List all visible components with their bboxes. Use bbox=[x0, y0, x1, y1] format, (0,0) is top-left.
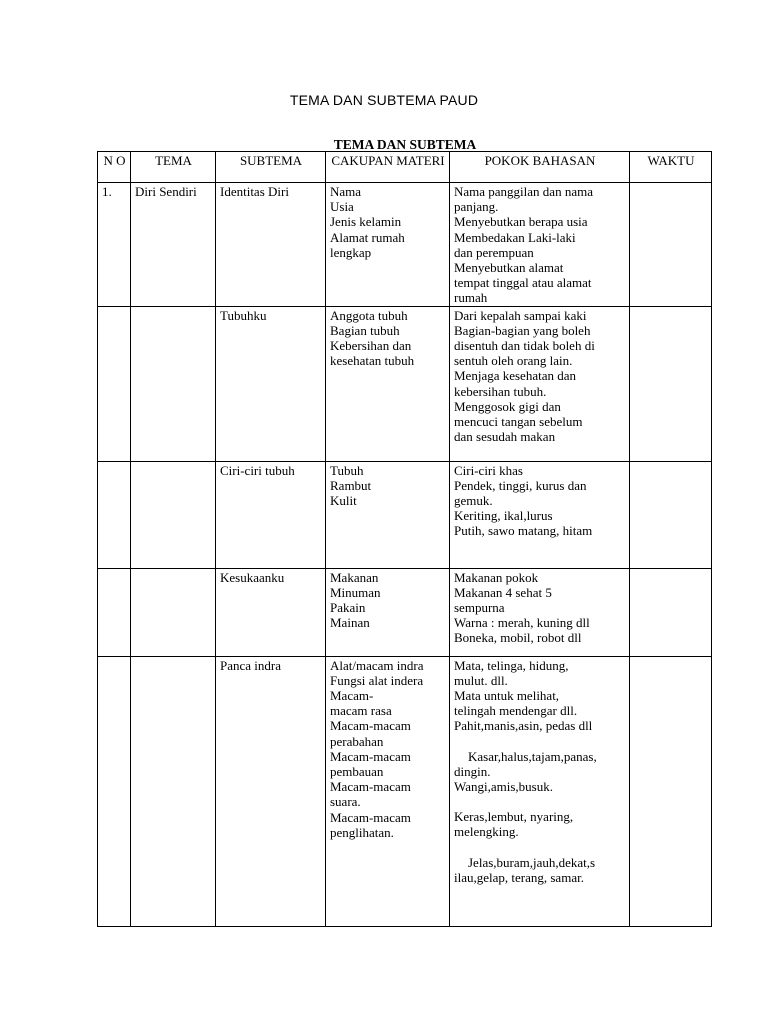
cell-cakupan-materi bbox=[326, 568, 450, 656]
cakupan-line: Tubuh bbox=[330, 462, 364, 478]
pokok-line: Mata, telinga, hidung, bbox=[454, 657, 569, 673]
cell-subtema: Kesukaanku bbox=[216, 568, 326, 656]
cell-cakupan-materi bbox=[326, 183, 450, 307]
cakupan-line: Macam- bbox=[330, 688, 374, 704]
cakupan-line: macam rasa bbox=[330, 703, 392, 719]
cell-subtema: Tubuhku bbox=[216, 306, 326, 461]
cakupan-line: Macam-macam bbox=[330, 809, 411, 825]
pokok-line: mulut. dll. bbox=[454, 672, 508, 688]
pokok-line: mencuci tangan sebelum bbox=[454, 414, 583, 430]
cell-no bbox=[98, 306, 131, 461]
cell-no bbox=[98, 656, 131, 926]
pokok-line: Menggosok gigi dan bbox=[454, 398, 561, 414]
pokok-line: Makanan 4 sehat 5 bbox=[454, 584, 552, 600]
pokok-line: sempurna bbox=[454, 600, 505, 616]
cakupan-line: Pakain bbox=[330, 600, 366, 616]
table-row bbox=[98, 656, 712, 926]
table-row bbox=[98, 183, 712, 307]
cell-pokok-bahasan bbox=[450, 461, 630, 568]
cakupan-line: kesehatan tubuh bbox=[330, 353, 415, 369]
table-header-row bbox=[98, 152, 712, 183]
pokok-line: Dari kepalah sampai kaki bbox=[454, 307, 587, 323]
pokok-line: melengking. bbox=[454, 824, 519, 840]
cakupan-line: pembauan bbox=[330, 764, 384, 780]
cell-subtema: Ciri-ciri tubuh bbox=[216, 461, 326, 568]
cell-no bbox=[98, 461, 131, 568]
cell-subtema: Panca indra bbox=[216, 656, 326, 926]
cell-no bbox=[98, 568, 131, 656]
pokok-line: gemuk. bbox=[454, 493, 493, 509]
cakupan-line: Minuman bbox=[330, 584, 381, 600]
pokok-line: panjang. bbox=[454, 199, 499, 215]
table-row bbox=[98, 306, 712, 461]
cakupan-line: Macam-macam bbox=[330, 748, 411, 764]
cakupan-line: Mainan bbox=[330, 615, 370, 631]
pokok-line: Keriting, ikal,lurus bbox=[454, 508, 553, 524]
cakupan-line: Rambut bbox=[330, 477, 372, 493]
pokok-line: Pahit,manis,asin, pedas dll bbox=[454, 718, 593, 734]
pokok-line: Keras,lembut, nyaring, bbox=[454, 809, 574, 825]
pokok-line: Putih, sawo matang, hitam bbox=[454, 523, 593, 539]
header-waktu: WAKTU bbox=[630, 152, 712, 183]
table-row bbox=[98, 461, 712, 568]
header-cakupan-materi: CAKUPAN MATERI bbox=[326, 152, 450, 183]
header-tema: TEMA bbox=[131, 152, 216, 183]
cell-no: 1. bbox=[98, 183, 131, 307]
pokok-line: Warna : merah, kuning dll bbox=[454, 615, 590, 631]
cakupan-line: Kulit bbox=[330, 493, 357, 509]
cell-cakupan-materi bbox=[326, 306, 450, 461]
cell-cakupan-materi bbox=[326, 461, 450, 568]
cakupan-line: Jenis kelamin bbox=[330, 214, 402, 230]
pokok-line: Menyebutkan alamat bbox=[454, 260, 564, 276]
cakupan-line: Macam-macam bbox=[330, 718, 411, 734]
cakupan-line: Usia bbox=[330, 199, 354, 215]
cakupan-line: Makanan bbox=[330, 569, 379, 585]
pokok-line: dan sesudah makan bbox=[454, 429, 556, 445]
cell-waktu bbox=[630, 183, 712, 307]
pokok-line: Wangi,amis,busuk. bbox=[454, 779, 553, 795]
pokok-line: Bagian-bagian yang boleh bbox=[454, 322, 591, 338]
pokok-line: Pendek, tinggi, kurus dan bbox=[454, 477, 587, 493]
cell-waktu bbox=[630, 461, 712, 568]
pokok-line: telingah mendengar dll. bbox=[454, 703, 578, 719]
pokok-line: Kasar,halus,tajam,panas, bbox=[468, 748, 597, 764]
cell-tema bbox=[131, 656, 216, 926]
pokok-line: Membedakan Laki-laki bbox=[454, 229, 576, 245]
cell-pokok-bahasan bbox=[450, 183, 630, 307]
pokok-line: Nama panggilan dan nama bbox=[454, 184, 593, 199]
cakupan-line: penglihatan. bbox=[330, 824, 394, 840]
cakupan-line: Kebersihan dan bbox=[330, 338, 412, 354]
cell-waktu bbox=[630, 656, 712, 926]
cell-tema bbox=[131, 306, 216, 461]
pokok-line: dingin. bbox=[454, 763, 491, 779]
pokok-line: disentuh dan tidak boleh di bbox=[454, 338, 595, 354]
pokok-line: sentuh oleh orang lain. bbox=[454, 353, 573, 369]
cell-tema bbox=[131, 568, 216, 656]
tema-subtema-table bbox=[97, 151, 712, 927]
line-gap bbox=[454, 734, 626, 749]
pokok-line: kebersihan tubuh. bbox=[454, 383, 547, 399]
cakupan-line: Alat/macam indra bbox=[330, 657, 424, 673]
pokok-line: rumah bbox=[454, 290, 488, 306]
header-no: N O bbox=[98, 152, 131, 183]
header-pokok-bahasan: POKOK BAHASAN bbox=[450, 152, 630, 183]
pokok-line: Makanan pokok bbox=[454, 569, 539, 585]
pokok-line: Jelas,buram,jauh,dekat,s bbox=[468, 854, 596, 870]
cakupan-line: Nama bbox=[330, 184, 362, 199]
cakupan-line: lengkap bbox=[330, 244, 372, 260]
pokok-line: ilau,gelap, terang, samar. bbox=[454, 869, 584, 885]
cakupan-line: Macam-macam bbox=[330, 779, 411, 795]
cell-waktu bbox=[630, 568, 712, 656]
pokok-line: dan perempuan bbox=[454, 244, 534, 260]
cell-pokok-bahasan bbox=[450, 656, 630, 926]
cell-cakupan-materi bbox=[326, 656, 450, 926]
document-title: TEMA DAN SUBTEMA PAUD bbox=[289, 92, 479, 108]
cell-waktu bbox=[630, 306, 712, 461]
line-gap bbox=[454, 840, 626, 855]
cell-pokok-bahasan bbox=[450, 568, 630, 656]
pokok-line: Ciri-ciri khas bbox=[454, 462, 523, 478]
cell-tema: Diri Sendiri bbox=[131, 183, 216, 307]
pokok-line: Boneka, mobil, robot dll bbox=[454, 630, 582, 646]
cakupan-line: Anggota tubuh bbox=[330, 307, 408, 323]
table-row bbox=[98, 568, 712, 656]
cakupan-line: suara. bbox=[330, 794, 361, 810]
pokok-line: Menjaga kesehatan dan bbox=[454, 368, 577, 384]
table-title: TEMA DAN SUBTEMA bbox=[333, 137, 477, 152]
header-subtema: SUBTEMA bbox=[216, 152, 326, 183]
cakupan-line: perabahan bbox=[330, 733, 384, 749]
pokok-line: Mata untuk melihat, bbox=[454, 688, 560, 704]
pokok-line: Menyebutkan berapa usia bbox=[454, 214, 588, 230]
pokok-line: tempat tinggal atau alamat bbox=[454, 275, 592, 291]
cell-subtema: Identitas Diri bbox=[216, 183, 326, 307]
cell-pokok-bahasan bbox=[450, 306, 630, 461]
cell-tema bbox=[131, 461, 216, 568]
line-gap bbox=[454, 794, 626, 809]
cakupan-line: Alamat rumah bbox=[330, 229, 405, 245]
cakupan-line: Fungsi alat indera bbox=[330, 672, 424, 688]
cakupan-line: Bagian tubuh bbox=[330, 322, 400, 338]
